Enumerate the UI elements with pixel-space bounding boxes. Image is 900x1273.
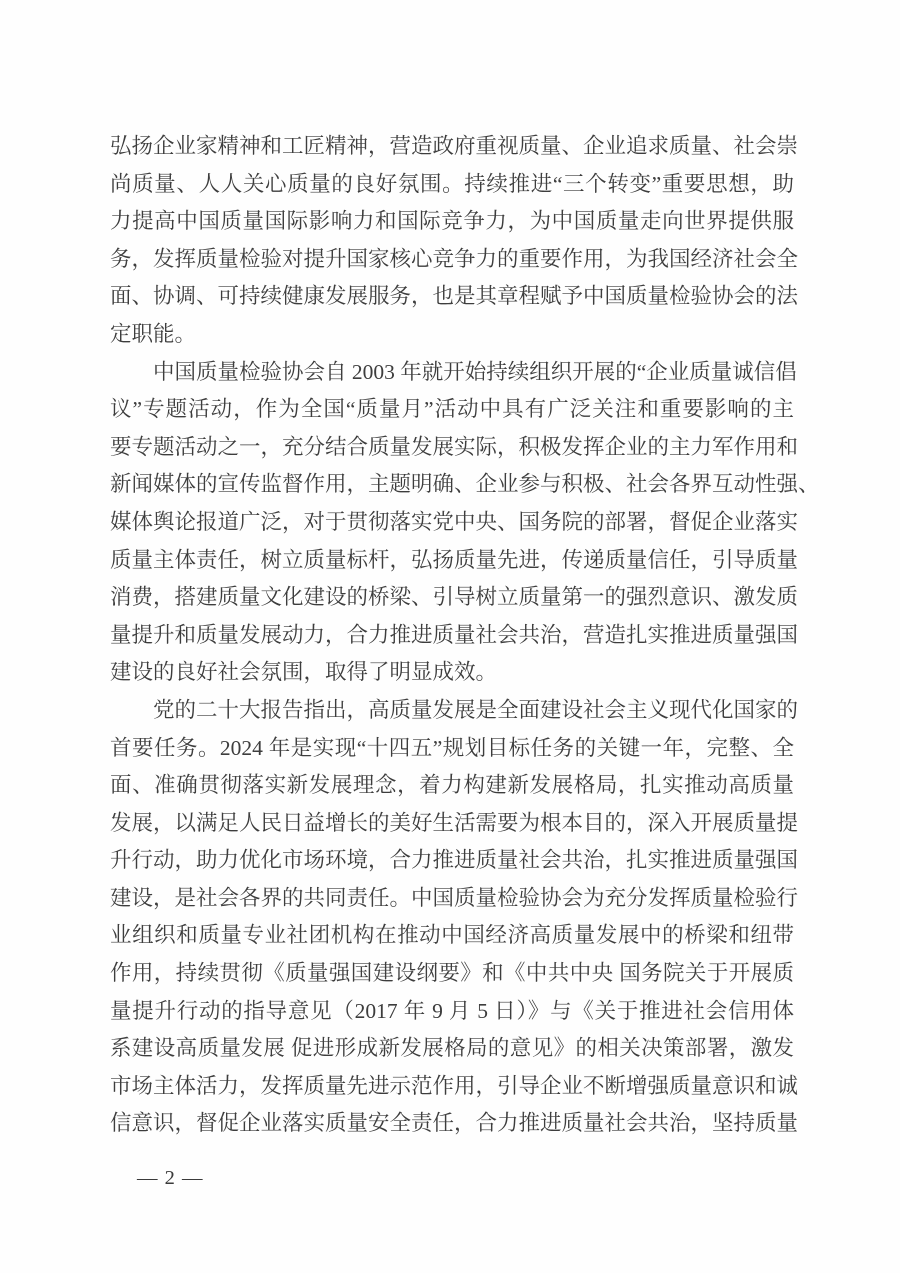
text-line: 量提升和质量发展动力，合力推进质量社会共治，营造扎实推进质量强国 (110, 622, 799, 647)
text-line: 质量主体责任，树立质量标杆，弘扬质量先进，传递质量信任，引导质量 (110, 547, 799, 572)
text-line: 消费，搭建质量文化建设的桥梁、引导树立质量第一的强烈意识、激发质 (110, 585, 799, 610)
text-line: 作用，持续贯彻《质量强国建设纲要》和《中共中央 国务院关于开展质 (110, 961, 794, 986)
text-line: 建设的良好社会氛围，取得了明显成效。 (110, 660, 498, 685)
text-line: 升行动，助力优化市场环境，合力推进质量社会共治，扎实推进质量强国 (110, 848, 799, 873)
text-line: 媒体舆论报道广泛，对于贯彻落实党中央、国务院的部署，督促企业落实 (110, 509, 799, 534)
text-line: 面、协调、可持续健康发展服务，也是其章程赋予中国质量检验协会的法 (110, 284, 799, 309)
text-line: 发展，以满足人民日益增长的美好生活需要为根本目的，深入开展质量提 (110, 810, 799, 835)
text-line: 新闻媒体的宣传监督作用，主题明确、企业参与积极、社会各界互动性强、 (110, 472, 820, 497)
text-line: 中国质量检验协会自 2003 年就开始持续组织开展的“企业质量诚信倡 (153, 359, 797, 384)
text-line: 首要任务。2024 年是实现“十四五”规划目标任务的关键一年，完整、全 (110, 735, 794, 760)
text-line: 业组织和质量专业社团机构在推动中国经济高质量发展中的桥梁和纽带 (110, 923, 794, 948)
text-line: 要专题活动之一，充分结合质量发展实际，积极发挥企业的主力军作用和 (110, 434, 799, 459)
text-line: 定职能。 (110, 321, 197, 346)
text-line: 弘扬企业家精神和工匠精神，营造政府重视质量、企业追求质量、社会崇 (110, 134, 799, 158)
text-line: 信意识，督促企业落实质量安全责任，合力推进质量社会共治，坚持质量 (110, 1111, 799, 1136)
text-line: 议”专题活动，作为全国“质量月”活动中具有广泛关注和重要影响的主 (110, 397, 794, 422)
document-text-block (110, 128, 820, 1143)
text-line: 尚质量、人人关心质量的良好氛围。持续推进“三个转变”重要思想，助 (110, 171, 794, 196)
text-line: 面、准确贯彻落实新发展理念，着力构建新发展格局，扎实推动高质量 (110, 773, 794, 798)
page-number: — 2 — (137, 1167, 204, 1189)
text-line: 力提高中国质量国际影响力和国际竞争力，为中国质量走向世界提供服 (110, 209, 794, 234)
text-line: 务，发挥质量检验对提升国家核心竞争力的重要作用，为我国经济社会全 (110, 246, 799, 271)
text-line: 市场主体活力，发挥质量先进示范作用，引导企业不断增强质量意识和诚 (110, 1073, 799, 1098)
text-line: 系建设高质量发展 促进形成新发展格局的意见》的相关决策部署，激发 (110, 1036, 794, 1061)
text-line: 党的二十大报告指出，高质量发展是全面建设社会主义现代化国家的 (153, 697, 799, 722)
text-line: 量提升行动的指导意见（2017 年 9 月 5 日）》与《关于推进社会信用体 (110, 998, 794, 1023)
text-line: 建设，是社会各界的共同责任。中国质量检验协会为充分发挥质量检验行 (110, 885, 799, 910)
